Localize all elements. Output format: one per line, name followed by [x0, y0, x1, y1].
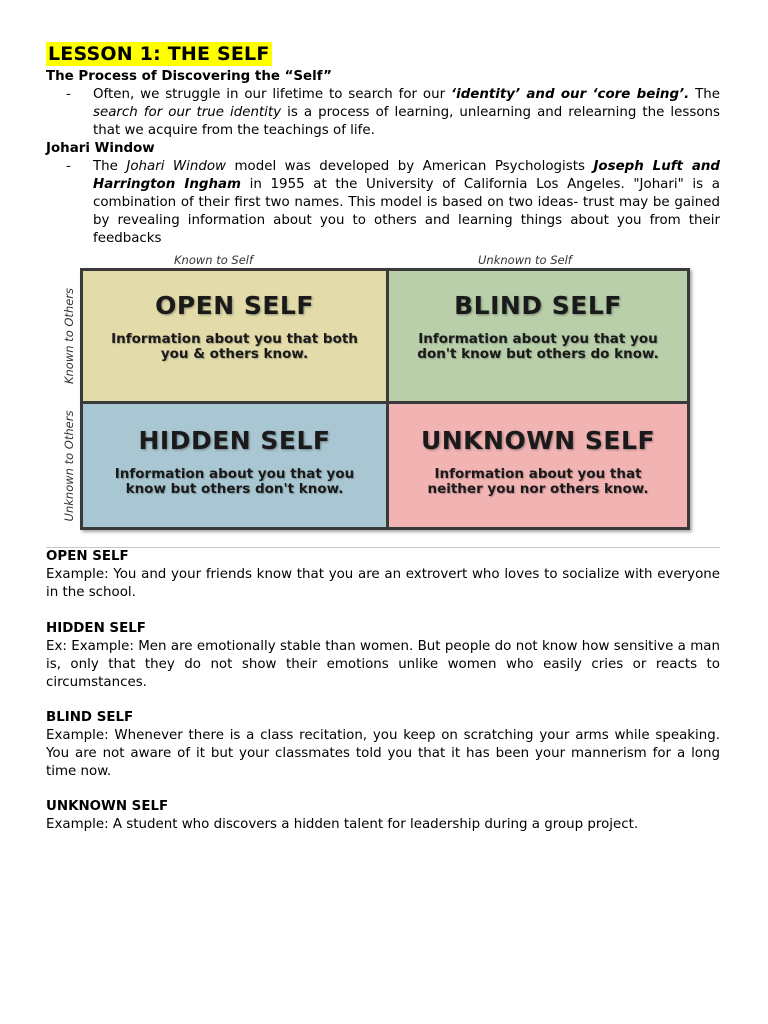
lesson-title: LESSON 1: THE SELF: [48, 43, 270, 65]
quadrant-title: HIDDEN SELF: [138, 426, 331, 455]
text-run: in 1955 at the University of California Los Angeles. "Johari" is a combination of their first two names. This model is based on two ideas- trust may be gained by revealing information about you to others and learning things about you from their feedbacks: [93, 177, 721, 246]
johari-window-diagram: [52, 250, 698, 536]
quadrant-unknown-self: [389, 404, 687, 527]
open-self-heading: OPEN SELF: [46, 549, 129, 564]
johari-window-heading: Johari Window: [46, 141, 155, 156]
unknown-self-heading: UNKNOWN SELF: [46, 799, 169, 814]
text-run-bold-italic: Joseph Luft and Harrington Ingham: [93, 159, 720, 192]
text-run: model was developed by American Psychologists: [226, 159, 594, 174]
axis-label-known-to-others: Known to Others: [62, 287, 76, 385]
text-run-italic: search for our true identity: [93, 105, 282, 120]
lesson-title-wrap: [46, 42, 272, 66]
text-run: is a process of learning, unlearning and relearning the lessons that we acquire from the teachings of life.: [93, 105, 720, 138]
quadrant-description: Information about you that both you & others know.: [111, 331, 358, 362]
axis-label-unknown-to-others: Unknown to Others: [62, 410, 76, 522]
quadrant-title: UNKNOWN SELF: [420, 426, 656, 455]
johari-grid: [80, 268, 690, 530]
hidden-self-example: Ex: Example: Men are emotionally stable than women. But people do not know how sensitive a man is, only that they do not show their emotions unlike women who easily cries or reacts to circumstances.: [46, 639, 720, 690]
blind-self-example: Example: Whenever there is a class recitation, you keep on scratching your arms while speaking. You are not aware of it but your classmates told you that it has been your mannerism for a long time now.: [46, 728, 720, 779]
quadrant-blind-self: [389, 271, 687, 401]
axis-label-unknown-to-self: Unknown to Self: [478, 253, 572, 267]
quadrant-title: OPEN SELF: [155, 291, 314, 320]
text-run: The: [93, 159, 127, 174]
horizontal-divider: [46, 547, 720, 548]
axis-label-known-to-self: Known to Self: [174, 253, 254, 267]
text-run: Often, we struggle in our lifetime to search for our: [93, 87, 452, 102]
bullet-dash: -: [66, 159, 71, 174]
bullet-text: [93, 158, 720, 248]
text-run: The: [689, 87, 720, 102]
quadrant-hidden-self: [83, 404, 386, 527]
blind-self-heading: BLIND SELF: [46, 710, 134, 725]
quadrant-description: Information about you that you know but others don't know.: [114, 466, 355, 497]
johari-bullet: [66, 158, 720, 248]
unknown-self-example: Example: A student who discovers a hidden talent for leadership during a group project.: [46, 817, 639, 832]
discovering-self-bullet: [66, 86, 720, 140]
quadrant-open-self: [83, 271, 386, 401]
quadrant-title: BLIND SELF: [454, 291, 622, 320]
bullet-dash: -: [66, 87, 71, 102]
text-run-bold-italic: ‘identity’ and our ‘core being’.: [451, 87, 690, 102]
bullet-text: [93, 86, 720, 140]
open-self-example: Example: You and your friends know that you are an extrovert who loves to socialize with everyone in the school.: [46, 567, 720, 600]
hidden-self-heading: HIDDEN SELF: [46, 621, 146, 636]
quadrant-description: Information about you that you don't know but others do know.: [417, 331, 659, 362]
discovering-self-heading: The Process of Discovering the “Self”: [46, 69, 332, 84]
text-run-italic: Johari Window: [126, 159, 226, 174]
quadrant-description: Information about you that neither you nor others know.: [427, 466, 649, 497]
